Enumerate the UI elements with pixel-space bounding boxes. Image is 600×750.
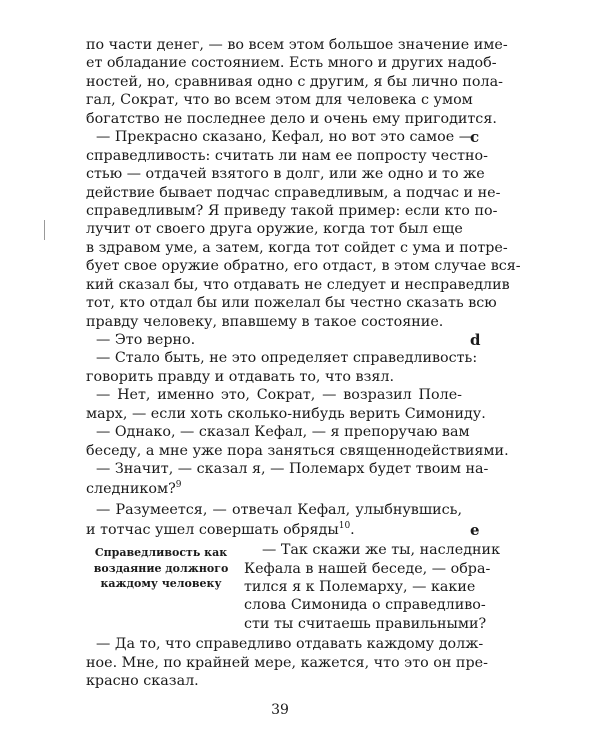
text-line: в здравом уме, а затем, когда тот сойдет с ума и потре-: [86, 239, 508, 256]
text-line: ет обладание состоянием. Есть много и других надоб-: [86, 55, 497, 72]
page-number: 39: [271, 702, 289, 718]
text-line: говорить правду и отдавать то, что взял.: [86, 368, 395, 385]
text-line: гал, Сократ, что во всем этом для человека с умом: [86, 92, 473, 109]
text-line: лучит от своего друга оружие, когда тот был еще: [86, 221, 463, 238]
text-line: — Стало быть, не это определяет справедливость:: [96, 350, 478, 367]
text-line: слова Симонида о справедливо-: [244, 597, 486, 614]
text-line: — Так скажи же ты, наследник: [262, 542, 501, 559]
text-line: марх, — если хоть сколько-нибудь верить Симониду.: [86, 405, 486, 422]
margin-marker-e: e: [470, 520, 480, 539]
margin-tick: [44, 220, 45, 240]
text-line: — Нет, именно это, Сократ, — возразил Поле-: [96, 387, 462, 404]
margin-marker-c: c: [470, 128, 480, 147]
text-line: беседу, а мне уже пора заняться священнодействиями.: [86, 442, 509, 459]
text-fragment: и тотчас ушел совершать обряды: [86, 521, 339, 538]
sidenote-line: Справедливость как: [94, 545, 228, 559]
text-line: бует свое оружие обратно, его отдаст, в этом случае вся-: [86, 258, 521, 275]
text-line: по части денег, — во всем этом большое значение име-: [86, 37, 508, 53]
footnote-ref: 9: [175, 480, 182, 491]
text-line: Кефала в нашей беседе, — обра-: [244, 560, 491, 577]
text-line: — Однако, — сказал Кефал, — я препоручаю вам: [96, 424, 470, 441]
text-line: [86, 480, 462, 498]
text-line: тот, кто отдал бы или пожелал бы честно сказать всю: [86, 295, 497, 312]
text-line: правду человеку, впавшему в такое состояние.: [86, 313, 444, 330]
text-line: справедливость: считать ли нам ее попросту честно-: [86, 147, 488, 164]
sidenote-line: каждому человеку: [100, 577, 222, 591]
text-line: ное. Мне, по крайней мере, кажется, что это он пре-: [86, 654, 488, 671]
footnote-ref: 10: [338, 521, 351, 532]
text-fragment: .: [350, 521, 355, 538]
text-line: тился я к Полемарху, — какие: [244, 579, 476, 595]
text-line: — Да то, что справедливо отдавать каждому долж-: [96, 636, 484, 653]
text-line: — Это верно.: [96, 332, 196, 348]
text-line: ностей, но, сравнивая одно с другим, я бы лично пола-: [86, 73, 503, 90]
margin-marker-d: d: [470, 331, 481, 349]
text-line: кий сказал бы, что отдавать не следует и несправедлив: [86, 276, 510, 293]
text-line: [86, 521, 462, 539]
text-line: — Разумеется, — отвечал Кефал, улыбнувшись,: [96, 501, 462, 518]
text-line: действие бывает подчас справедливым, а подчас и не-: [86, 184, 501, 201]
text-line: — Значит, — сказал я, — Полемарх будет твоим на-: [96, 461, 489, 477]
text-line: стью — отдачей взятого в долг, или же одно и то же: [86, 166, 485, 182]
text-line: справедливым? Я приведу такой пример: если кто по-: [86, 202, 498, 219]
text-line: богатство не последнее дело и очень ему пригодится.: [86, 110, 497, 127]
text-line: красно сказал.: [86, 673, 199, 689]
sidenote-line: воздаяние должного: [93, 561, 229, 575]
text-line: — Прекрасно сказано, Кефал, но вот это самое —: [96, 129, 474, 146]
text-fragment: следником?: [86, 481, 176, 498]
text-line: сти ты считаешь правильными?: [244, 615, 487, 632]
